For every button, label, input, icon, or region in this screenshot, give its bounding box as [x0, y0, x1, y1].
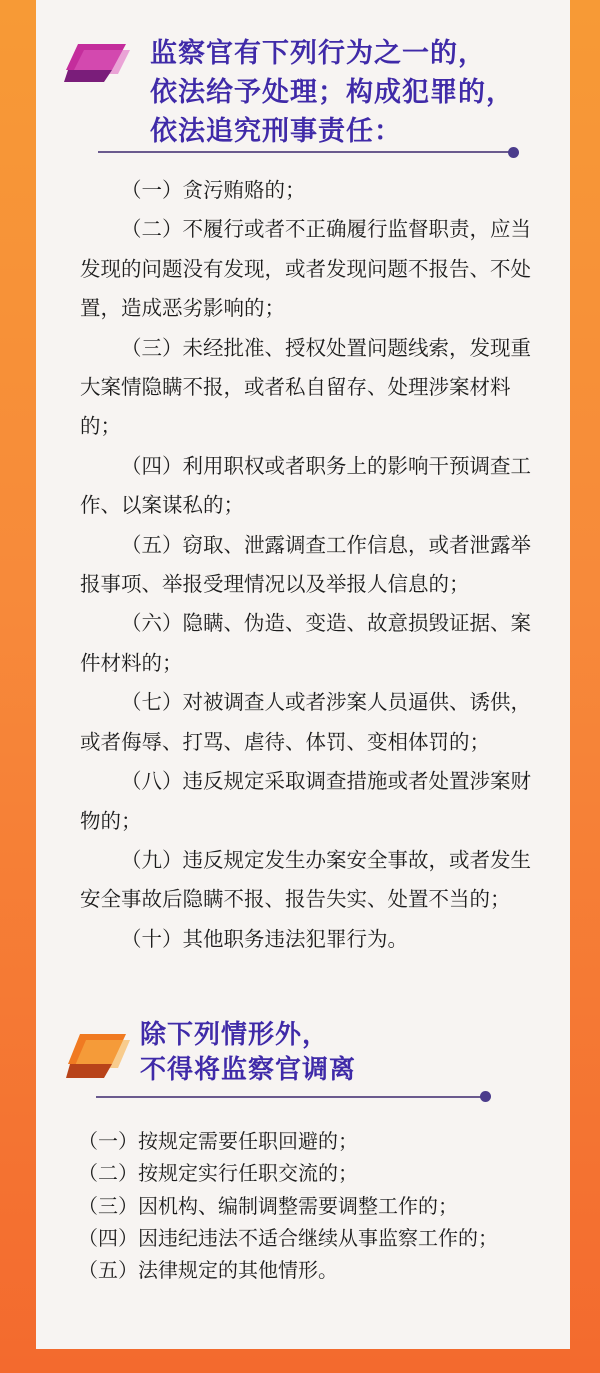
section2-title-line: 除下列情形外，	[140, 1020, 330, 1050]
list-item: （八）违反规定采取调查措施或者处置涉案财物的；	[80, 769, 531, 833]
section1-title-line: 监察官有下列行为之一的，	[150, 38, 486, 69]
section1-title	[150, 34, 514, 151]
list-item: （三）未经批准、授权处置问题线索，发现重大案情隐瞒不报，或者私自留存、处理涉案材料的；	[80, 335, 531, 439]
section1-title-line: 依法给予处理；构成犯罪的，	[150, 77, 514, 108]
list-item: （四）因违纪违法不适合继续从事监察工作的；	[78, 1225, 498, 1250]
list-item: （五）窃取、泄露调查工作信息，或者泄露举报事项、举报受理情况以及举报人信息的；	[80, 532, 531, 597]
list-item: （五）法律规定的其他情形。	[78, 1258, 338, 1283]
list-item: （二）按规定实行任职交流的；	[78, 1161, 358, 1186]
section2-title-line: 不得将监察官调离	[140, 1055, 357, 1085]
list-item: （六）隐瞒、伪造、变造、故意损毁证据、案件材料的；	[80, 611, 531, 675]
flag-icon	[64, 40, 134, 84]
list-item: （一）贪污贿赂的；	[121, 178, 306, 202]
list-item: （一）按规定需要任职回避的；	[78, 1129, 358, 1153]
section2-title	[140, 1018, 356, 1088]
list-item: （九）违反规定发生办案安全事故，或者发生安全事故后隐瞒不报、报告失实、处置不当的；	[80, 847, 531, 912]
section2-list	[78, 1125, 558, 1286]
section1-list	[80, 171, 540, 959]
list-item: （二）不履行或者不正确履行监督职责，应当发现的问题没有发现，或者发现问题不报告、不处置，造成恶劣影响的；	[80, 217, 531, 321]
list-item: （七）对被调查人或者涉案人员逼供、诱供，或者侮辱、打骂、虐待、体罚、变相体罚的；	[80, 690, 531, 754]
section2-divider	[96, 1096, 484, 1098]
section2-divider-dot	[480, 1091, 491, 1102]
flag-icon	[66, 1030, 134, 1082]
list-item: （十）其他职务违法犯罪行为。	[121, 926, 408, 951]
list-item: （三）因机构、编制调整需要调整工作的；	[78, 1193, 458, 1218]
list-item: （四）利用职权或者职务上的影响干预调查工作、以案谋私的；	[80, 453, 531, 518]
section1-divider-dot	[508, 147, 519, 158]
section1-title-line: 依法追究刑事责任：	[150, 116, 402, 147]
section1-divider	[98, 151, 512, 153]
